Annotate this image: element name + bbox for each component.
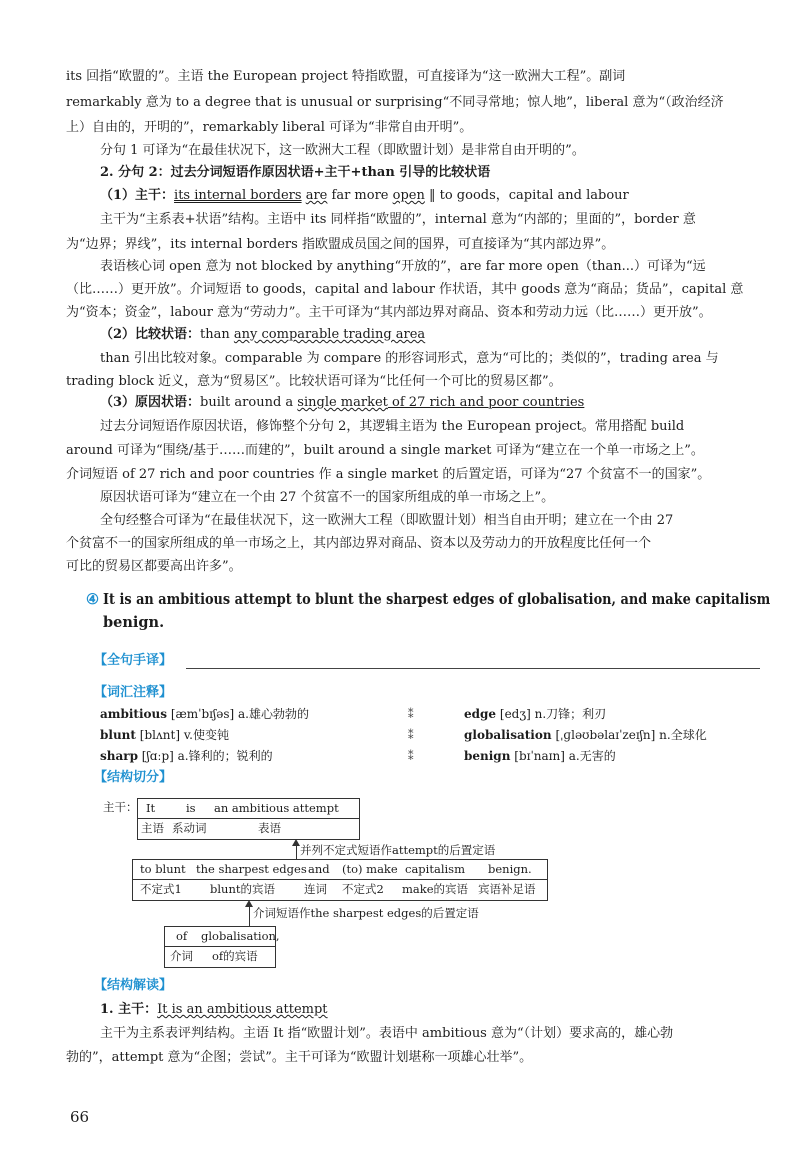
diagram-word: is: [186, 801, 196, 815]
diagram-annotation: 并列不定式短语作attempt的后置定语: [300, 843, 496, 857]
vocab-def: a.无害的: [568, 749, 616, 763]
analysis-label: 1. 主干：: [100, 1002, 158, 1017]
predicative-word: open: [392, 188, 425, 203]
subsection-label: （3）原因状语：: [100, 395, 201, 410]
paragraph-line: 为“边界；界线”，its internal borders 指欧盟成员国之间的国界，可直接译为“其内部边界”。: [66, 237, 615, 252]
vocab-word: sharp: [100, 749, 138, 763]
subsection-comparative: [100, 326, 425, 343]
vocab-pron: [ˌɡləʊbəlaɪˈzeɪʃn]: [555, 728, 656, 742]
section-translate: 【全句手译】: [94, 653, 173, 668]
paragraph-line: 介词短语 of 27 rich and poor countries 作 a single market 的后置定语，可译为“27 个贫富不一的国家”。: [66, 467, 711, 482]
analysis-main-clause: It is an ambitious attempt: [157, 1002, 328, 1017]
vocab-entry: [100, 748, 273, 765]
box-divider: [137, 818, 359, 819]
paragraph-line: remarkably 意为 to a degree that is unusual or surprising“不同寻常地；惊人地”，liberal 意为“（政治经济: [66, 95, 724, 110]
paragraph-line: around 可译为“围绕/基于……而建的”，built around a single market 可译为“建立在一个单一市场之上”。: [66, 443, 704, 458]
plain-text: far more: [327, 188, 393, 203]
paragraph-line: 主干为主系表评判结构。主语 It 指“欧盟计划”。表语中 ambitious 意为“（计划）要求高的，雄心勃: [100, 1026, 674, 1041]
paragraph-line: 分句 1 可译为“在最佳状况下，这一欧洲大工程（即欧盟计划）是非常自由开明的”。: [100, 143, 585, 158]
plain-text: than: [200, 327, 234, 342]
diagram-word: benign.: [488, 862, 532, 876]
sentence-number: ④: [86, 591, 99, 608]
vocab-pron: [bɪˈnaɪn]: [514, 749, 565, 763]
plain-text: ‖ to goods，capital and labour: [424, 188, 629, 203]
vocab-pron: [edʒ]: [499, 707, 531, 721]
paragraph-line: trading block 近义，意为“贸易区”。比较状语可译为“比任何一个可比的贸易区都”。: [66, 374, 562, 389]
vocab-entry: [464, 727, 707, 744]
section-vocab: 【词汇注释】: [94, 685, 173, 700]
diagram-role: 不定式2: [342, 882, 384, 896]
vocab-word: benign: [464, 749, 511, 763]
sentence-line-1: It is an ambitious attempt to blunt the sharpest edges of globalisation, and make capitalism: [103, 591, 771, 608]
vocab-word: blunt: [100, 728, 136, 742]
paragraph-line: 个贫富不一的国家所组成的单一市场之上，其内部边界对商品、资本以及劳动力的开放程度比任何一个: [66, 536, 652, 551]
diagram-role: 介词: [170, 949, 193, 963]
plain-text: built around a: [200, 395, 298, 410]
vocab-def: n.刀锋；利刃: [534, 707, 607, 721]
paragraph-line: 为“资本；资金”，labour 意为“劳动力”。主干可译为“其内部边界对商品、资本和劳动力远（比……）更开放”。: [66, 305, 712, 320]
vocab-word: edge: [464, 707, 497, 721]
diagram-word: the sharpest edges: [196, 862, 307, 876]
diagram-word: of: [176, 929, 188, 943]
subsection-label: （2）比较状语：: [100, 327, 201, 342]
verb-word: are: [305, 188, 328, 203]
diagram-word: and: [308, 862, 330, 876]
divider-ornament: ⁑: [408, 750, 414, 763]
vocab-entry: [464, 706, 606, 723]
paragraph-line: than 引出比较对象。comparable 为 compare 的形容词形式，意为“可比的；类似的”，trading area 与: [100, 351, 719, 366]
paragraph-line: 全句经整合可译为“在最佳状况下，这一欧洲大工程（即欧盟计划）相当自由开明；建立在一个由 27: [100, 513, 674, 528]
analysis-heading: [100, 1001, 328, 1018]
vocab-word: ambitious: [100, 707, 168, 721]
connector-line: [249, 906, 250, 926]
paragraph-line: 勃的”，attempt 意为“企图；尝试”。主干可译为“欧盟计划堪称一项雄心壮举”。: [66, 1050, 533, 1065]
vocab-def: a.雄心勃勃的: [238, 707, 310, 721]
paragraph-line: its 回指“欧盟的”。主语 the European project 特指欧盟，可直接译为“这一欧洲大工程”。副词: [66, 69, 626, 84]
box-divider: [164, 946, 275, 947]
subsection-label: （1）主干：: [100, 188, 175, 203]
diagram-role: blunt的宾语: [210, 882, 275, 896]
diagram-word: an ambitious attempt: [214, 801, 339, 815]
vocab-entry: [100, 706, 309, 723]
divider-ornament: ⁑: [408, 708, 414, 721]
clause-heading: 2. 分句 2：过去分词短语作原因状语+主干+than 引导的比较状语: [100, 165, 491, 180]
subsection-cause: [100, 394, 584, 411]
diagram-word: to blunt: [140, 862, 186, 876]
vocab-entry: [464, 748, 616, 765]
vocab-word: globalisation: [464, 728, 552, 742]
comparison-object: any comparable trading area: [233, 327, 426, 342]
vocab-entry: [100, 727, 229, 744]
diagram-role: 宾语补足语: [478, 882, 536, 896]
vocab-def: n.全球化: [659, 728, 707, 742]
vocab-pron: [ʃɑːp]: [141, 749, 174, 763]
connector-line: [296, 845, 297, 859]
postmodifier: of 27 rich and poor countries: [387, 395, 585, 410]
paragraph-line: （比……）更开放”。介词短语 to goods，capital and labour 作状语，其中 goods 意为“商品；货品”，capital 意: [66, 282, 744, 297]
sentence-line-2: benign.: [103, 614, 165, 631]
subsection-main: [100, 187, 629, 204]
paragraph-line: 表语核心词 open 意为 not blocked by anything“开放的”，are far more open（than...）可译为“远: [100, 259, 706, 274]
vocab-pron: [æmˈbɪʃəs]: [170, 707, 235, 721]
vocab-def: v.使变钝: [183, 728, 229, 742]
paragraph-line: 主干为“主系表+状语”结构。主语中 its 同样指“欧盟的”，internal 意为“内部的；里面的”，border 意: [100, 212, 696, 227]
subject-phrase: its internal borders: [174, 188, 302, 203]
vocab-pron: [blʌnt]: [139, 728, 180, 742]
diagram-main-label: 主干：: [103, 800, 138, 814]
box-divider: [132, 879, 547, 880]
diagram-role: 不定式1: [140, 882, 182, 896]
diagram-role: 主语: [141, 821, 164, 835]
paragraph-line: 可比的贸易区都要高出许多”。: [66, 559, 242, 574]
diagram-word: capitalism: [405, 862, 465, 876]
paragraph-line: 原因状语可译为“建立在一个由 27 个贫富不一的国家所组成的单一市场之上”。: [100, 490, 555, 505]
diagram-role: of的宾语: [212, 949, 258, 963]
section-analysis: 【结构解读】: [94, 978, 173, 993]
paragraph-line: 上）自由的，开明的”，remarkably liberal 可译为“非常自由开明”。: [66, 120, 473, 135]
diagram-word: (to) make: [342, 862, 398, 876]
translation-answer-line[interactable]: [186, 668, 760, 669]
diagram-role: make的宾语: [402, 882, 469, 896]
vocab-def: a.锋利的；锐利的: [177, 749, 273, 763]
divider-ornament: ⁑: [408, 729, 414, 742]
key-phrase: single market: [297, 395, 388, 410]
paragraph-line: 过去分词短语作原因状语，修饰整个分句 2，其逻辑主语为 the European project。常用搭配 build: [100, 419, 685, 434]
diagram-role: 系动词: [172, 821, 207, 835]
diagram-word: It: [146, 801, 156, 815]
diagram-role: 连词: [304, 882, 327, 896]
diagram-annotation: 介词短语作the sharpest edges的后置定语: [253, 906, 479, 920]
diagram-word: globalisation,: [201, 929, 280, 943]
diagram-role: 表语: [258, 821, 281, 835]
page-number: 66: [70, 1108, 90, 1126]
section-structure: 【结构切分】: [94, 770, 173, 785]
